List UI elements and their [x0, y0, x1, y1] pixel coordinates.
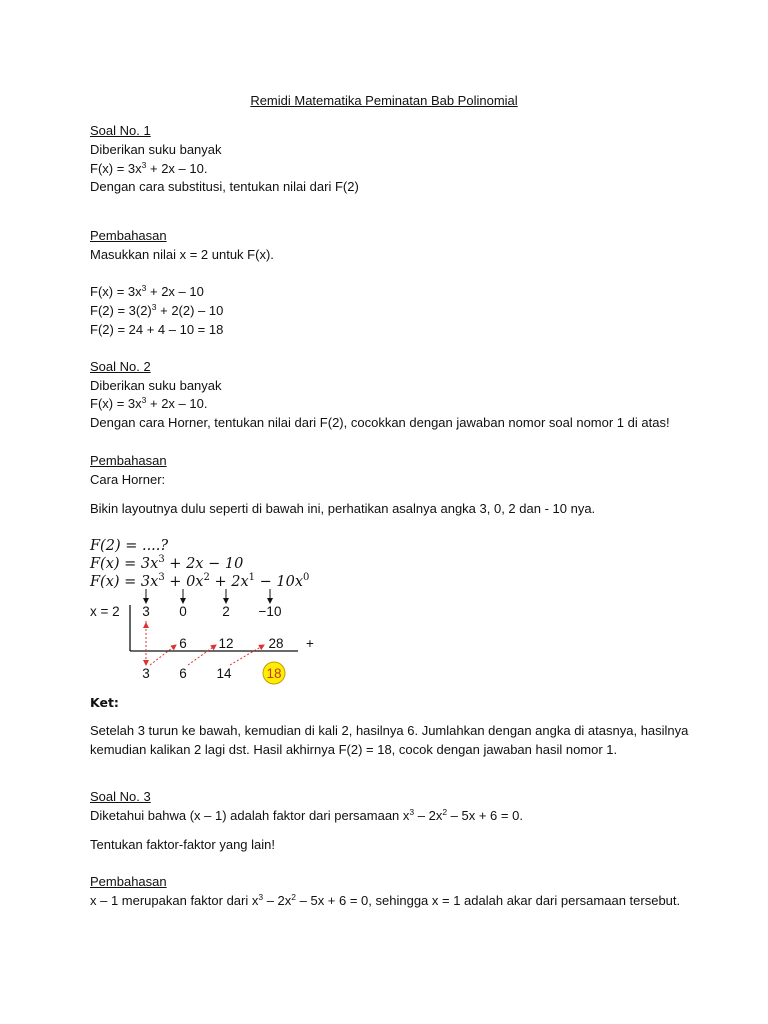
soal3-line1: Diketahui bahwa (x – 1) adalah faktor dari persamaan $x^3 - 2x^2 - 5x + 6 = 0$. [90, 807, 523, 823]
horner-product-2: 12 [218, 636, 234, 651]
horner-result-2: 6 [179, 666, 187, 681]
horner-result-1: 3 [142, 666, 150, 681]
math-eq1: F(2) = ....? [90, 538, 169, 554]
soal1-line3: Dengan cara substitusi, tentukan nilai dari F(2) [90, 179, 359, 194]
pembahasan1-step1: $F(x) = 3x^3 + 2x - 10$ [90, 283, 204, 299]
pembahasan3-line1: x – 1 merupakan faktor dari $x^3 - 2x^2 - 5x + 6 = 0$, sehingga x = 1 adalah akar dari persamaan tersebut. [90, 892, 681, 908]
horner-coef-1: 3 [142, 604, 150, 619]
soal2-function: $F(x) = 3x^3 + 2x - 10$. [90, 395, 208, 411]
soal1-heading: Soal No. 1 [90, 123, 151, 138]
horner-coef-2: 0 [179, 604, 187, 619]
ket-heading: Ket: [90, 695, 119, 710]
horner-coef-4: −10 [258, 604, 282, 619]
ket-line2: kemudian kalikan 2 lagi dst. Hasil akhirnya F(2) = 18, cocok dengan jawaban hasil nomor 1. [90, 742, 618, 757]
pembahasan2-heading: Pembahasan [90, 453, 167, 468]
soal1-line1: Diberikan suku banyak [90, 142, 222, 157]
horner-product-1: 6 [179, 636, 187, 651]
soal2-heading: Soal No. 2 [90, 359, 151, 374]
pembahasan2-line2: Bikin layoutnya dulu seperti di bawah ini, perhatikan asalnya angka 3, 0, 2 dan - 10 nya. [90, 501, 596, 516]
pembahasan1-step3: F(2) = 24 + 4 – 10 = 18 [90, 322, 224, 337]
soal3-line2: Tentukan faktor-faktor yang lain! [90, 837, 275, 852]
pembahasan1-step2: $F(2) = 3(2)^3 + 2(2) - 10$ [90, 302, 224, 318]
soal2-line3: Dengan cara Horner, tentukan nilai dari F(2), cocokkan dengan jawaban nomor soal nomor 1 di atas! [90, 415, 670, 430]
soal1-function: $F(x) = 3x^3 + 2x - 10$. [90, 160, 208, 176]
pembahasan3-heading: Pembahasan [90, 874, 167, 889]
horner-result-3: 14 [216, 666, 232, 681]
red-arrow-diag-1 [150, 645, 176, 665]
soal3-heading: Soal No. 3 [90, 789, 151, 804]
horner-final-result: 18 [266, 666, 282, 681]
horner-product-3: 28 [268, 636, 284, 651]
red-arrow-diag-2 [188, 645, 216, 665]
ket-line1: Setelah 3 turun ke bawah, kemudian di kali 2, hasilnya 6. Jumlahkan dengan angka di atasnya, hasilnya [90, 723, 689, 738]
horner-coef-3: 2 [222, 604, 230, 619]
pembahasan2-line1: Cara Horner: [90, 472, 166, 487]
math-eq2: $F(x) = 3x^3 + 2x - 10$ [90, 554, 244, 572]
horner-plus-sign: + [306, 636, 314, 651]
pembahasan1-heading: Pembahasan [90, 228, 167, 243]
horner-x-label: x = 2 [90, 604, 120, 619]
document-title: Remidi Matematika Peminatan Bab Polinomial [250, 93, 518, 108]
soal2-line1: Diberikan suku banyak [90, 378, 222, 393]
math-eq3: $F(x) = 3x^3 + 0x^2 + 2x^1 - 10x^0$ [90, 572, 310, 590]
pembahasan1-line1: Masukkan nilai x = 2 untuk F(x). [90, 247, 274, 262]
